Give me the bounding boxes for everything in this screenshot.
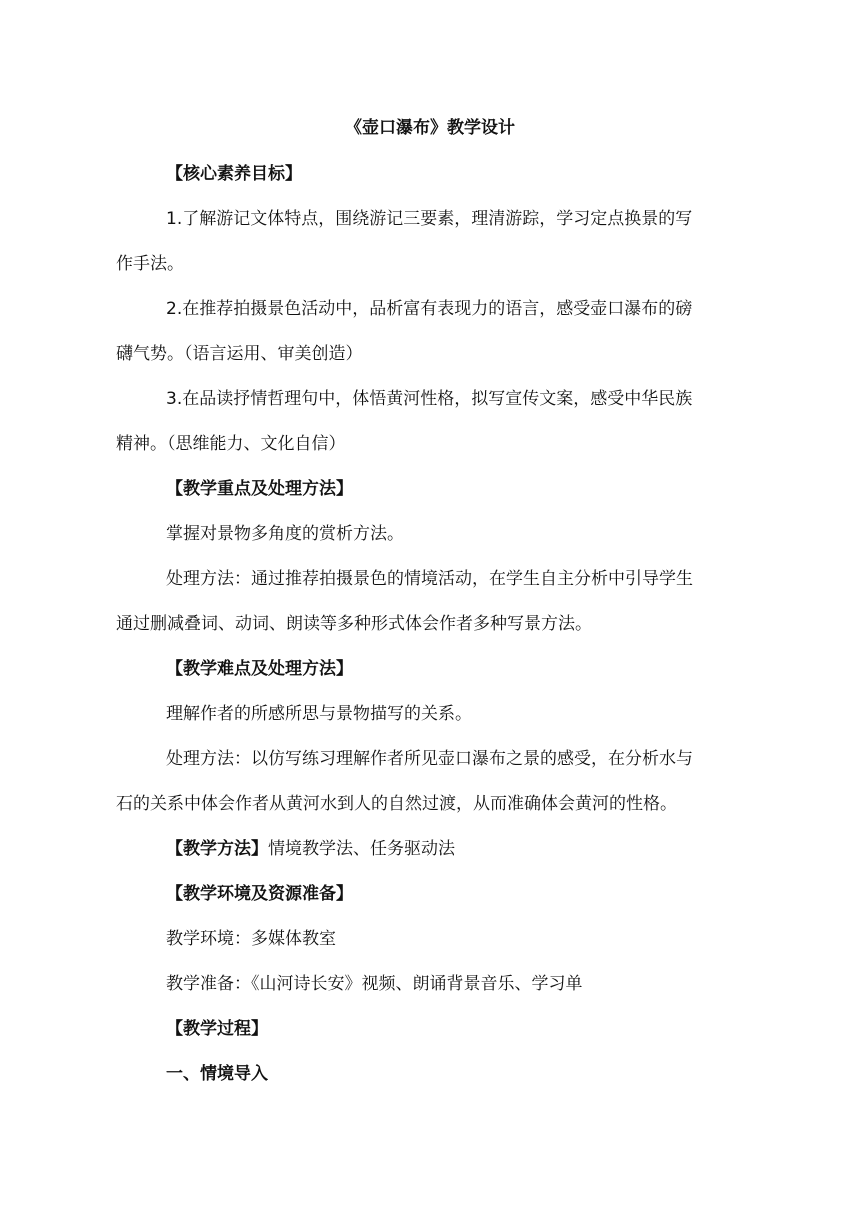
difficulty-heading: 【教学难点及处理方法】 [166, 659, 353, 679]
teaching-methods-line [166, 837, 455, 861]
key-points-heading: 【教学重点及处理方法】 [166, 479, 353, 499]
difficulty-text: 理解作者的所感所思与景物描写的关系。 [166, 704, 472, 724]
difficulty-method-line-2: 石的关系中体会作者从黄河水到人的自然过渡，从而准确体会黄河的性格。 [116, 794, 677, 814]
teaching-methods-text: 情境教学法、任务驱动法 [268, 839, 455, 859]
goal-2-line-1: 2.在推荐拍摄景色活动中，品析富有表现力的语言，感受壶口瀑布的磅 [166, 299, 693, 319]
environment-heading: 【教学环境及资源准备】 [166, 884, 353, 904]
goals-heading: 【核心素养目标】 [166, 164, 302, 184]
difficulty-method-line-1: 处理方法：以仿写练习理解作者所见壶口瀑布之景的感受，在分析水与 [166, 749, 693, 769]
key-method-line-2: 通过删减叠词、动词、朗读等多种形式体会作者多种写景方法。 [116, 614, 592, 634]
goal-1-line-1: 1.了解游记文体特点，围绕游记三要素，理清游踪，学习定点换景的写 [166, 209, 693, 229]
teaching-methods-heading: 【教学方法】 [166, 839, 268, 859]
goal-1-line-2: 作手法。 [116, 254, 184, 274]
process-heading: 【教学过程】 [166, 1019, 268, 1039]
goal-3-line-2: 精神。（思维能力、文化自信） [116, 434, 346, 454]
environment-text: 教学环境：多媒体教室 [166, 929, 336, 949]
key-points-text: 掌握对景物多角度的赏析方法。 [166, 524, 404, 544]
goal-3-line-1: 3.在品读抒情哲理句中，体悟黄河性格，拟写宣传文案，感受中华民族 [166, 389, 693, 409]
step-1-heading: 一、情境导入 [166, 1064, 268, 1084]
key-method-line-1: 处理方法：通过推荐拍摄景色的情境活动，在学生自主分析中引导学生 [166, 569, 693, 589]
goal-2-line-2: 礴气势。（语言运用、审美创造） [116, 344, 363, 364]
document-title: 《壶口瀑布》教学设计 [345, 118, 515, 138]
preparation-text: 教学准备：《山河诗长安》视频、朗诵背景音乐、学习单 [166, 974, 583, 994]
